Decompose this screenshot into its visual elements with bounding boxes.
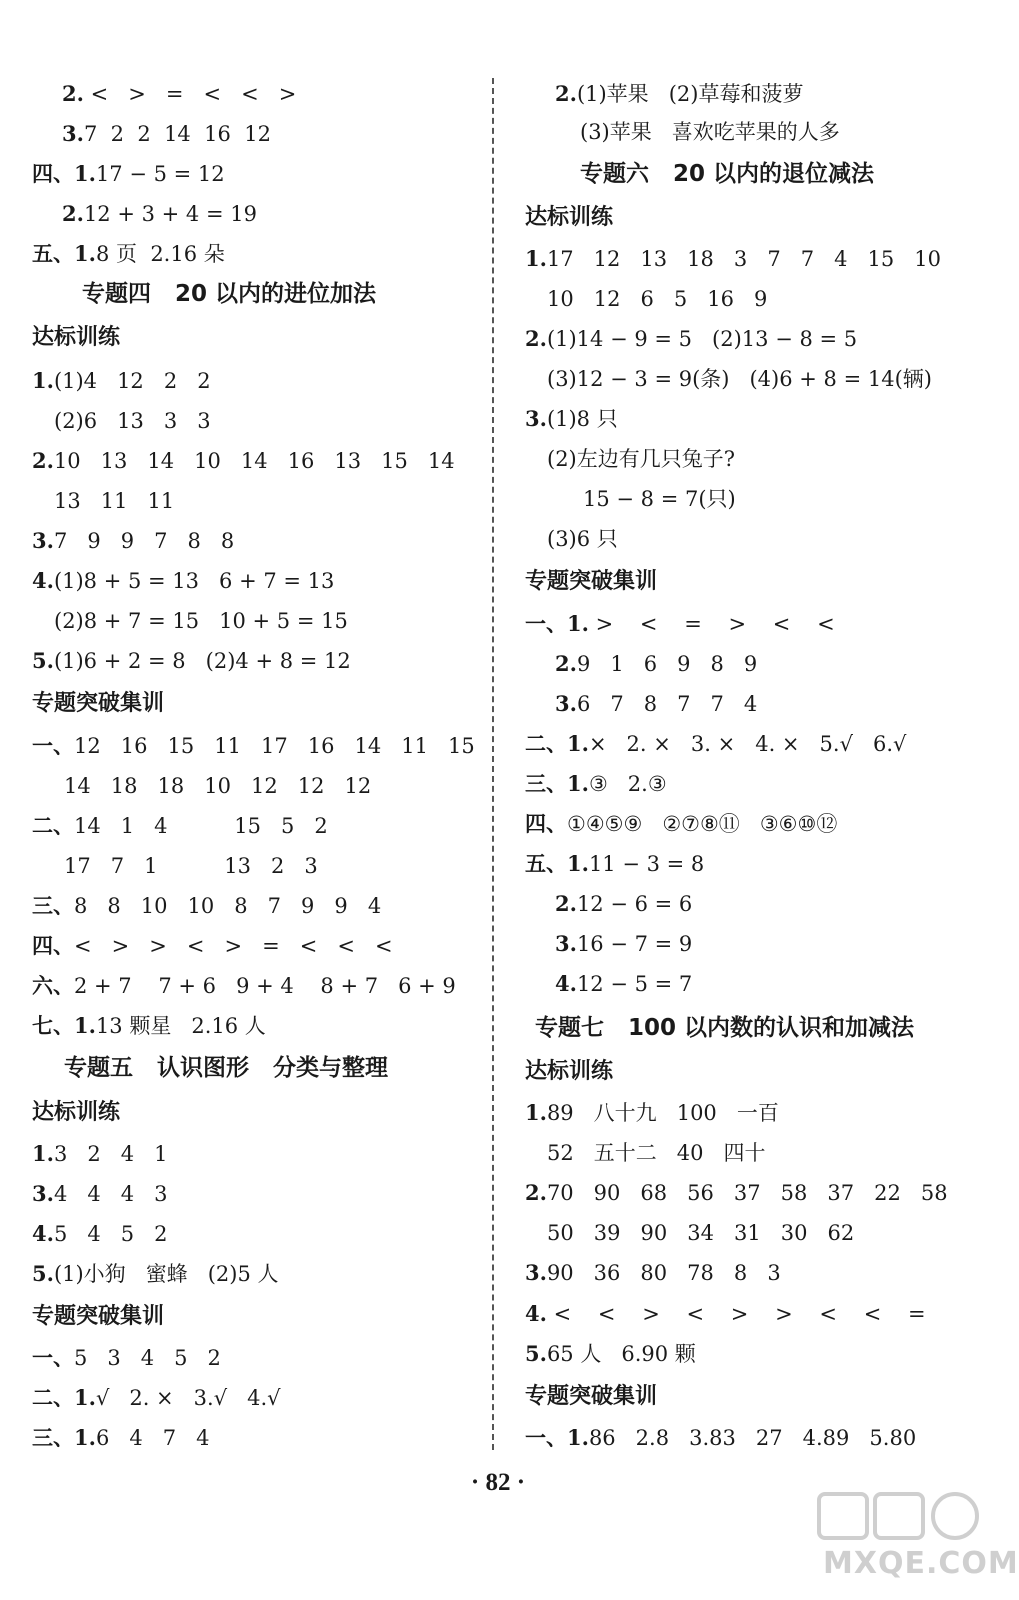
- answer-text: (2)8 + 7 = 15 10 + 5 = 15: [54, 609, 348, 633]
- answer-line: [547, 1139, 766, 1167]
- answer-text: < > > < > = < < <: [74, 934, 393, 958]
- answer-text: 达标训练: [32, 325, 121, 350]
- answer-text: 专题四 20 以内的进位加法: [82, 281, 377, 307]
- answer-text: 10 13 14 10 14 16 13 15 14: [53, 449, 455, 473]
- question-number: 3.: [555, 931, 577, 956]
- answer-text: 3 2 4 1: [53, 1142, 168, 1166]
- question-number: 2.: [555, 651, 577, 676]
- answer-text: 7 9 9 7 8 8: [53, 529, 235, 553]
- page-number: · 82 ·: [470, 1469, 526, 1496]
- answer-text: (3)6 只: [547, 527, 618, 551]
- watermark-emblem-icon: [815, 1488, 985, 1548]
- answer-line: [62, 120, 271, 148]
- answer-line: [32, 732, 475, 760]
- answer-text: 12 + 3 + 4 = 19: [83, 202, 257, 226]
- answer-text: 专题突破集训: [525, 569, 658, 594]
- section-heading: [535, 1014, 914, 1042]
- answer-line: [525, 245, 941, 273]
- question-number: 5.: [525, 1341, 547, 1366]
- answer-line: [54, 407, 211, 435]
- answer-text: 12 − 5 = 7: [576, 972, 693, 996]
- answer-text: √ 2. × 3.√ 4.√: [95, 1386, 281, 1410]
- answer-line: [525, 730, 906, 758]
- question-number: 二、: [32, 813, 74, 838]
- answer-line: [525, 810, 837, 838]
- subsection-title: [32, 1303, 164, 1331]
- subsection-title: [525, 1058, 613, 1086]
- section-heading: [580, 160, 874, 188]
- answer-text: > < = > < <: [588, 612, 835, 636]
- answer-text: 6 4 7 4: [95, 1426, 210, 1450]
- answer-text: (2)左边有几只兔子?: [547, 447, 736, 471]
- question-number: 一、: [32, 733, 74, 758]
- answer-line: [580, 118, 840, 146]
- answer-text: (1)小狗 蜜蜂 (2)5 人: [53, 1262, 279, 1286]
- answer-line: [32, 932, 393, 960]
- answer-text: (2)6 13 3 3: [54, 409, 211, 433]
- answer-text: (1)苹果 (2)草莓和菠萝: [576, 82, 804, 106]
- answer-text: 7 2 2 14 16 12: [83, 122, 271, 146]
- answer-text: (1)14 − 9 = 5 (2)13 − 8 = 5: [546, 327, 858, 351]
- answer-text: (1)8 + 5 = 13 6 + 7 = 13: [53, 569, 335, 593]
- answer-text: 6 7 8 7 7 4: [576, 692, 758, 716]
- question-number: 1.: [525, 1100, 547, 1125]
- answer-line: [64, 772, 371, 800]
- answer-text: 14 1 4 15 5 2: [74, 814, 328, 838]
- answer-line: [32, 1140, 167, 1168]
- answer-text: ①④⑤⑨ ②⑦⑧⑪ ③⑥⑩⑫: [567, 812, 838, 836]
- question-number: 三、1.: [32, 1425, 96, 1450]
- answer-line: [525, 1099, 779, 1127]
- answer-text: 17 12 13 18 3 7 7 4 15 10: [546, 247, 941, 271]
- question-number: 1.: [32, 368, 54, 393]
- question-number: 5.: [32, 1261, 54, 1286]
- answer-line: [32, 1344, 221, 1372]
- answer-text: 专题五 认识图形 分类与整理: [64, 1055, 389, 1081]
- answer-text: 15 − 8 = 7(只): [583, 487, 736, 511]
- answer-text: 17 − 5 = 12: [95, 162, 225, 186]
- answer-text: 89 八十九 100 一百: [546, 1101, 779, 1125]
- answer-text: 9 1 6 9 8 9: [576, 652, 758, 676]
- answer-line: [555, 650, 757, 678]
- question-number: 4.: [555, 971, 577, 996]
- section-heading: [64, 1054, 388, 1082]
- answer-line: [547, 525, 618, 553]
- answer-line: [62, 80, 296, 108]
- answer-line: [525, 610, 835, 638]
- answer-text: 11 − 3 = 8: [588, 852, 705, 876]
- answer-line: [525, 1424, 916, 1452]
- subsection-title: [32, 1099, 120, 1127]
- answer-text: 8 8 10 10 8 7 9 9 4: [74, 894, 382, 918]
- answer-line: [32, 1424, 209, 1452]
- answer-text: 5 4 5 2: [53, 1222, 168, 1246]
- answer-line: [555, 80, 803, 108]
- answer-text: 14 18 18 10 12 12 12: [64, 774, 372, 798]
- answer-text: 70 90 68 56 37 58 37 22 58: [546, 1181, 948, 1205]
- answer-text: 16 − 7 = 9: [576, 932, 693, 956]
- question-number: 2.: [32, 448, 54, 473]
- answer-text: 50 39 90 34 31 30 62: [547, 1221, 855, 1245]
- answer-line: [32, 972, 456, 1000]
- question-number: 六、: [32, 973, 74, 998]
- question-number: 五、1.: [525, 851, 589, 876]
- question-number: 3.: [525, 406, 547, 431]
- question-number: 4.: [32, 568, 54, 593]
- answer-text: 86 2.8 3.83 27 4.89 5.80: [588, 1426, 917, 1450]
- answer-text: 12 − 6 = 6: [576, 892, 693, 916]
- question-number: 二、1.: [525, 731, 589, 756]
- answer-line: [555, 970, 692, 998]
- column-divider: [492, 78, 494, 1450]
- answer-text: 4 4 4 3: [53, 1182, 168, 1206]
- question-number: 4.: [32, 1221, 54, 1246]
- subsection-title: [32, 690, 164, 718]
- answer-line: [32, 240, 225, 268]
- question-number: 1.: [525, 246, 547, 271]
- answer-line: [64, 852, 318, 880]
- question-number: 1.: [32, 1141, 54, 1166]
- question-number: 一、1.: [525, 1425, 589, 1450]
- answer-text: 达标训练: [32, 1100, 121, 1125]
- answer-line: [525, 1259, 781, 1287]
- question-number: 四、: [525, 811, 567, 836]
- answer-text: (3)12 − 3 = 9(条) (4)6 + 8 = 14(辆): [547, 367, 932, 391]
- question-number: 2.: [525, 326, 547, 351]
- question-number: 2.: [555, 81, 577, 106]
- question-number: 2.: [555, 891, 577, 916]
- answer-line: [525, 1300, 926, 1328]
- answer-line: [62, 200, 257, 228]
- answer-text: (1)8 只: [546, 407, 618, 431]
- watermark-text: MXQE.COM: [823, 1546, 1019, 1581]
- answer-line: [525, 770, 667, 798]
- answer-text: 2 + 7 7 + 6 9 + 4 8 + 7 6 + 9: [74, 974, 456, 998]
- answer-line: [32, 367, 211, 395]
- answer-line: [32, 527, 234, 555]
- answer-text: 52 五十二 40 四十: [547, 1141, 766, 1165]
- subsection-title: [525, 204, 613, 232]
- answer-text: 13 颗星 2.16 人: [95, 1014, 266, 1038]
- answer-line: [32, 647, 351, 675]
- question-number: 一、: [32, 1345, 74, 1370]
- answer-text: < < > < > > < < =: [546, 1302, 926, 1326]
- question-number: 4.: [525, 1301, 547, 1326]
- question-number: 3.: [32, 528, 54, 553]
- answer-line: [525, 1340, 696, 1368]
- question-number: 3.: [525, 1260, 547, 1285]
- answer-line: [32, 1012, 266, 1040]
- answer-line: [547, 285, 767, 313]
- answer-text: < > = < < >: [83, 82, 297, 106]
- answer-line: [525, 325, 857, 353]
- answer-text: (3)苹果 喜欢吃苹果的人多: [580, 120, 840, 144]
- answer-line: [54, 487, 174, 515]
- answer-line: [32, 1180, 167, 1208]
- answer-line: [547, 365, 932, 393]
- answer-line: [547, 445, 735, 473]
- answer-line: [32, 1384, 281, 1412]
- answer-text: 12 16 15 11 17 16 14 11 15: [74, 734, 475, 758]
- question-number: 5.: [32, 648, 54, 673]
- answer-line: [32, 567, 334, 595]
- answer-line: [547, 1219, 854, 1247]
- answer-text: 10 12 6 5 16 9: [547, 287, 768, 311]
- question-number: 3.: [555, 691, 577, 716]
- question-number: 一、1.: [525, 611, 589, 636]
- answer-text: 达标训练: [525, 205, 614, 230]
- answer-line: [525, 405, 618, 433]
- watermark-logo: [815, 1488, 1019, 1593]
- question-number: 五、1.: [32, 241, 96, 266]
- answer-text: 90 36 80 78 8 3: [546, 1261, 781, 1285]
- answer-line: [583, 485, 736, 513]
- question-number: 3.: [62, 121, 84, 146]
- answer-line: [555, 690, 757, 718]
- answer-text: 专题突破集训: [32, 691, 165, 716]
- answer-text: 专题七 100 以内数的认识和加减法: [535, 1015, 915, 1041]
- answer-line: [555, 890, 692, 918]
- answer-text: (1)4 12 2 2: [53, 369, 211, 393]
- question-number: 三、1.: [525, 771, 589, 796]
- answer-text: 13 11 11: [54, 489, 175, 513]
- question-number: 三、: [32, 893, 74, 918]
- question-number: 七、1.: [32, 1013, 96, 1038]
- answer-line: [32, 1220, 167, 1248]
- answer-text: 专题突破集训: [32, 1304, 165, 1329]
- answer-line: [32, 812, 328, 840]
- answer-line: [32, 160, 225, 188]
- question-number: 四、1.: [32, 161, 96, 186]
- answer-line: [525, 850, 704, 878]
- answer-text: × 2. × 3. × 4. × 5.√ 6.√: [588, 732, 907, 756]
- answer-line: [32, 892, 381, 920]
- question-number: 二、1.: [32, 1385, 96, 1410]
- question-number: 3.: [32, 1181, 54, 1206]
- answer-text: 达标训练: [525, 1059, 614, 1084]
- question-number: 2.: [525, 1180, 547, 1205]
- answer-line: [555, 930, 692, 958]
- subsection-title: [525, 1383, 657, 1411]
- answer-text: (1)6 + 2 = 8 (2)4 + 8 = 12: [53, 649, 351, 673]
- question-number: 2.: [62, 81, 84, 106]
- section-heading: [82, 280, 376, 308]
- answer-text: 65 人 6.90 颗: [546, 1342, 696, 1366]
- question-number: 四、: [32, 933, 74, 958]
- answer-line: [32, 447, 455, 475]
- question-number: 2.: [62, 201, 84, 226]
- answer-text: ③ 2.③: [588, 772, 667, 796]
- answer-text: 17 7 1 13 2 3: [64, 854, 318, 878]
- answer-text: 8 页 2.16 朵: [95, 242, 225, 266]
- answer-line: [32, 1260, 279, 1288]
- answer-text: 专题六 20 以内的退位减法: [580, 161, 875, 187]
- answer-line: [525, 1179, 948, 1207]
- subsection-title: [32, 324, 120, 352]
- subsection-title: [525, 568, 657, 596]
- answer-text: 5 3 4 5 2: [74, 1346, 221, 1370]
- answer-line: [54, 607, 348, 635]
- answer-text: 专题突破集训: [525, 1384, 658, 1409]
